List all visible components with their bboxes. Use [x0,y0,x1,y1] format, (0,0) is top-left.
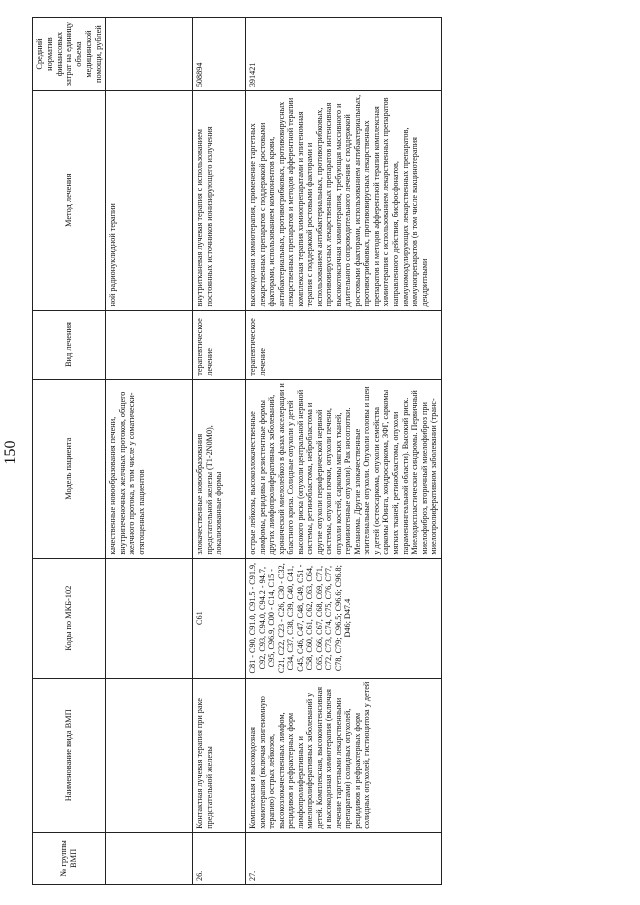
page-number: 150 [2,440,19,465]
cell-num: 27. [246,832,441,884]
header-treatment-method: Метод лечения [33,91,106,310]
cell-type: терапевтическое лечение [193,310,246,379]
header-treatment-type: Вид лечения [33,310,106,379]
cell-type [106,310,193,379]
cell-model: злокачественные новообразования предстательной железы (T1-2N0M0), локализованные формы [193,379,246,558]
header-icd-codes: Коды по МКБ-102 [33,558,106,678]
vmp-table [32,17,442,885]
cell-codes [106,558,193,678]
header-average-cost: Средний норматив финансовых затрат на единицу объема медицинской помощи, рублей [33,18,106,91]
cell-num: 26. [193,832,246,884]
cell-codes: C81 - C90, C91.0, C91.5 - C91.9, C92, C93, C94.0, C94.2 - 94.7, C95, C96.9, C00 - C14, C15 - C21, C22, C23 - C26, C30 - C32, C34, C37, C38, C39, C40, C41, C45, C46, C47, C48, C49, C51 - C58, C60, C61, C62, C63, C64, C65, C66, C67, C68, C69, C71, C72, C73, C74, C75, C76, C77, C78, C79; C96.5; C96.6; C96.8; D46; D47.4 [246,558,441,678]
cell-method: ной радионуклидной терапии [106,91,193,310]
cell-codes: C61 [193,558,246,678]
cell-name: Комплексная и высокодозная химиотерапия (включая эпигеномную терапию) острых лейкозов, высокозлокачественных лимфом, рецидивов и рефрактерных форм лимфопролиферативных и миелопролиферативных заболеваний у детей. Комплексная, высокоинтенсивная и высокодозная химиотерапия (включая лечение таргетными лекарственными препаратами) солидных опухолей, рецидивов и рефрактерных форм солидных опухолей, гистиоцитоза у детей [246,678,441,832]
header-vmp-name: Наименование вида ВМП [33,678,106,832]
cell-type: терапевтическое лечение [246,310,441,379]
cell-method: внутритканевая лучевая терапия с использованием постоянных источников ионизирующего излучения [193,91,246,310]
header-group-number: № группы ВМП [33,832,106,884]
cell-name [106,678,193,832]
table-header-row [33,18,106,885]
cell-method: высокодозная химиотерапия, применение таргетных лекарственных препаратов с поддержкой ростовыми факторами, использованием компонентов крови, антибактериальных, противогрибковых, противовирусных лекарственных препаратов и методов афферентной терапии комплексная терапия химиопрепаратами и эпигеномная терапия с поддержкой ростовыми факторами и использованием антибактериальных, противогрибковых, противовирусных лекарственных препаратов интенсивная высокотоксичная химиотерапия, требующая массивного и длительного сопроводительного лечения с поддержкой ростовыми факторами, использованием антибактериальных, противогрибковых, противовирусных лекарственных препаратов и методов афферентной терапии комплексная химиотерапия с использованием лекарственных препаратов направленного действия, бисфосфонатов, иммуномодулирующих лекарственных препаратов, иммунопрепаратов (в том числе вакцинотерапия дендритными [246,91,441,310]
table-row-26 [193,18,246,885]
cell-cost: 508894 [193,18,246,91]
cell-num [106,832,193,884]
cell-model: качественные новообразования печени, внутрипеченочных желчных протоков, общего желчного протока, в том числе у соматически-отягощенных пациентов [106,379,193,558]
cell-name: Контактная лучевая терапия при раке предстательной железы [193,678,246,832]
cell-model: острые лейкозы, высокозлокачественные лимфомы, рецидивы и резистентные формы других лимфопролиферативных заболеваний, хронический миелолейкоз в фазах акселерации и бластного криза. Солидные опухоли у детей высокого риска (опухоли центральной нервной системы, ретинобластома, нейробластома и другие опухоли периферической нервной системы, опухоли почки, опухоли печени, опухоли костей, саркомы мягких тканей, герминогенные опухоли). Рак носоглотки. Меланома. Другие злокачественные эпителиальные опухоли. Опухоли головы и шеи у детей (остеосаркома, опухоли семейства саркомы Юинга, хондросаркома, ЗФГ, саркомы мягких тканей, ретинобластома, опухоли параменингеальной области). Высокий риск. Миелодиспластические синдромы. Первичный миелофиброз, вторичный миелофиброз при миелопролиферативном заболевании (транс- [246,379,441,558]
header-patient-model: Модель пациента [33,379,106,558]
cell-cost: 391421 [246,18,441,91]
cell-cost [106,18,193,91]
table-row-continued [106,18,193,885]
table-row-27 [246,18,441,885]
